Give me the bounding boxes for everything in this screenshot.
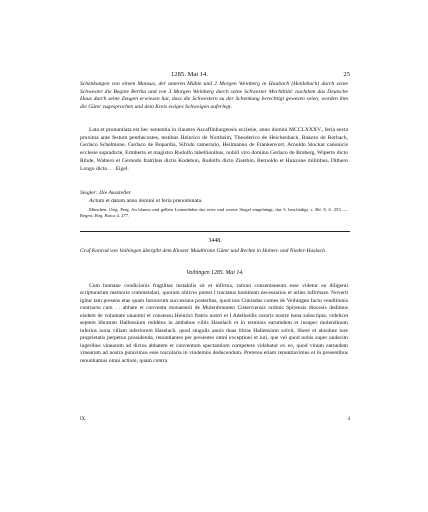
document-summary-text: Graf Konrad von Vaihingen übergibt dem Kloster Maulbronn Güter und Rechte in Hohen- und Nieder-Haslach. — [80, 248, 327, 254]
sealer-text: Siegler: Die Aussteller. — [80, 190, 132, 196]
page-header — [80, 71, 350, 78]
document-summary — [80, 248, 348, 255]
page-number: 25 — [343, 71, 350, 78]
document-body-text: Cum humane condicionis fragilitas instabilis sit et infirma, rationi consentaneum esse videtur ea diligenti scripturarum memorie commendari, quorum oblivio potest ǁ tractatus hominum necessarios et utiles infirmare. Noverit igitur tam presens etas quam futurorum successura posteritas, quod nos Cunradus comes de Veihingen facto venditionis contractu cum . . abbate et conventu monasterii de Mulenbrunnen Cisterciensis ordinis Spirensis diocesis dedimus eisdem de voluntate unanimi et consensu Heinrici fratris nostri et ǁ Adelheidis sororis nostre bona subscripta, videlicet septem libratum Hallensium redditus in ambabus villis Haselach et in terminis earumdem et insuper molendinum inferius iuxta villam inferiorem Haselach, quod singulis annis duas libras Hallensium solvit, libere et absolute iure proprietatis perpetuo possidenda, renuntiantes per presentes omni exceptioni et iuri, que vel quod nobis super undecim iugeribus vinearum ad dictos abbatem et conventum spectantium competere videbatur ex eo, quod vinum earundem vinearum ad nostra putavimus esse torcularia in vindemiis deducendum. Preterea etiam renuntiavimus et in presentibus renuntiamus omni actioni, quam contra — [80, 283, 348, 364]
previous-body — [80, 127, 348, 173]
actum-line — [80, 198, 348, 206]
document-body — [80, 283, 348, 365]
document-number: 3448. — [208, 238, 222, 244]
archival-reference-text: München. Orig. Perg. An blauen und gelben Leinenfäden das erste und zweite Siegel eingehängt, das 3. beschädigt, s. Bd. 8, S. 253. — Regest: Reg. Boica 4, 277. — [80, 207, 348, 219]
actum-text: Actum et datum anno domini et feria prenominata. — [89, 198, 203, 204]
previous-summary-text: Schenkungen von einem Mansus, der unteren Mühle und 2 Morgen Weinberg in Haubach (Heidebach) durch seine Schwester die Begine Bertha und von 3 Morgen Weinberg durch seine Schwester Mechthild: nachdem das Deutsche Haus durch seine Zeugen erwiesen hat, dass die Schwestern zu der Schenkung berechtigt gewesen seien, worden ihm die Güter zugesprochen und dem Kreis ewiges Schweigen auferlegt. — [80, 81, 348, 111]
sealer-line — [80, 190, 348, 196]
page-footer — [80, 417, 350, 422]
document-dateline: Vaihingen 1285. Mai 14. — [186, 270, 244, 276]
archival-reference — [80, 207, 348, 220]
previous-body-text: Lata et pronuntiata est hec sententia in claustro Ascaffinburgensis ecclesie, anno domini MCCLXXXV., feria sexta proxima ante festum penthecostes, testibus Heinrico de Northeim, Theoderico de Heichenbach, Rukero de Rorbach, Gerlaco Schelmone, Gerlaco de Bopardia, Sifrido camerario, Heilmanno de Frankenvort, Arnoldo Stockar canonicis ecclesie supradicte, Ermberto et magistro Rudolfo tabellionibus, nobili viro domino Gerlaco de Bruberg, Wiperto dicto Rihde, Waltero et Gernodo fratribus dictis Kodebun, Rudolfo dicto Zisethin, Bernoldo et Hunzone militibus, Dithero Longo dicto. . . Eigel. — [80, 127, 348, 172]
previous-summary — [80, 81, 348, 112]
section-divider — [80, 231, 350, 232]
running-head-date: 1285. Mai 14. — [171, 71, 208, 78]
footer-signature-left: IX. — [80, 417, 87, 422]
footer-signature-right: 4 — [347, 417, 350, 422]
